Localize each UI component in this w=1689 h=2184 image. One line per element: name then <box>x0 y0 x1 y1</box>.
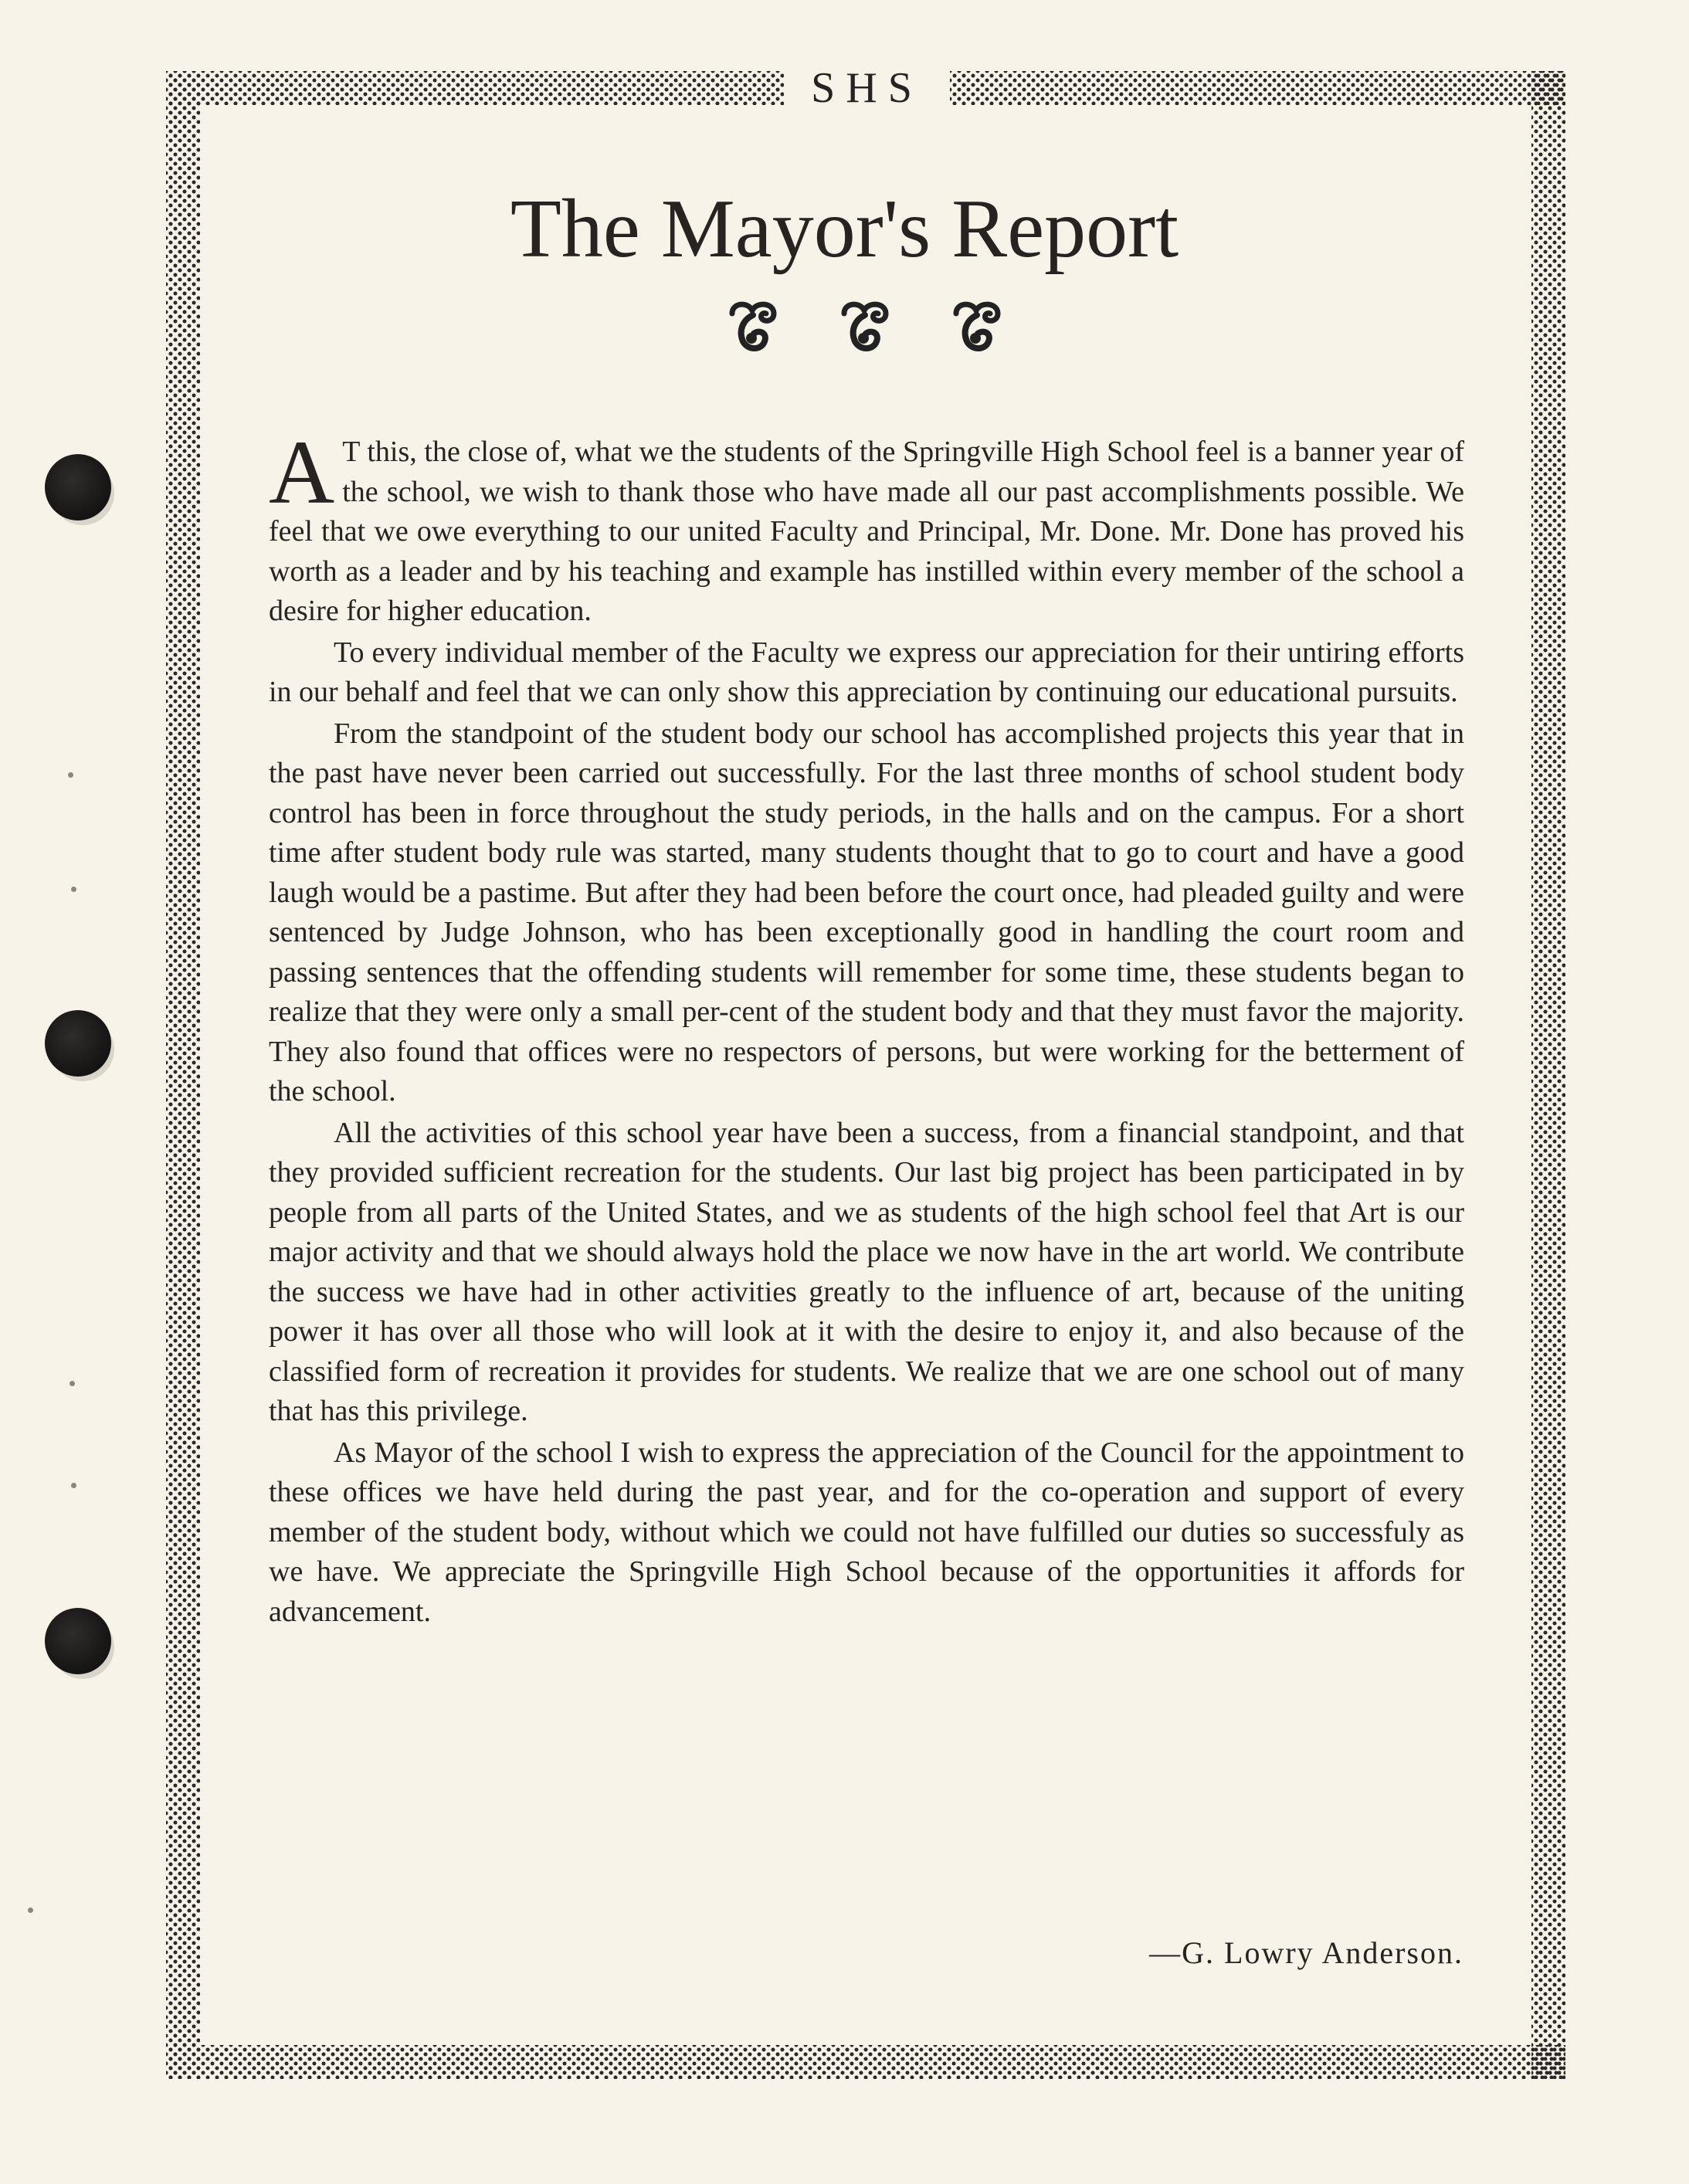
report-body <box>269 422 1464 1633</box>
border-top-right <box>950 71 1565 105</box>
border-top-left <box>166 71 784 105</box>
paragraph-3: From the standpoint of the student body our school has accomplished projects this year that in the past have never been carried out successfully. For the last three months of school student body control has been in force throughout the study periods, in the halls and on the campus. For a short time after student body rule was started, many students thought that to go to court and have a good laugh would be a pastime. But after they had been before the court once, had pleaded guilty and were sentenced by Judge Johnson, who has been exceptionally good in handling the court room and passing sentences that the offending students will remember for some time, these students began to realize that they were only a small per-cent of the student body and that they must favor the majority. They also found that offices were no respectors of persons, but were working for the betterment of the school. <box>269 717 1464 1107</box>
paper-speck <box>71 887 76 892</box>
paper-speck <box>28 1908 33 1913</box>
punch-hole-top <box>45 454 111 521</box>
paper-speck <box>70 1381 75 1386</box>
paragraph-1-text: T this, the close of, what we the students of the Springville High School feel is a banner year of the school, we wish to thank those who have made all our past accomplishments possible. We feel that we owe everything to our united Faculty and Principal, Mr. Done. Mr. Done has proved his worth as a leader and by his teaching and example has instilled within every member of the school a desire for higher education. <box>269 436 1464 627</box>
paragraph-5: As Mayor of the school I wish to express the appreciation of the Council for the appointment to these offices we have held during the past year, and for the co-operation and support of every member of the student body, without which we could not have fulfilled our duties so successfuly as we have. We appreciate the Springville High School because of the opportunities it affords for advancement. <box>269 1436 1464 1628</box>
page-title: The Mayor's Report <box>510 183 1179 275</box>
header-mark: SHS <box>811 64 923 112</box>
fleuron-icon <box>950 300 1004 355</box>
fleuron-icon <box>838 300 892 355</box>
border-right <box>1531 71 1565 2079</box>
border-left <box>166 71 200 2079</box>
punch-hole-middle <box>45 1010 111 1077</box>
paper-speck <box>68 772 73 778</box>
paper-speck <box>71 1483 76 1488</box>
paragraph-1 <box>269 422 1464 632</box>
paragraph-2: To every individual member of the Faculty we express our appreciation for their untiring efforts in our behalf and feel that we can only show this appreciation by continuing our educational pursuits. <box>269 636 1464 708</box>
paragraph-4: All the activities of this school year have been a success, from a financial standpoint, and that they provided sufficient recreation for the students. Our last big project has been participated in by people from all parts of the United States, and we as students of the high school feel that Art is our major activity and that we should always hold the place we now have in the art world. We contribute the success we have had in other activities greatly to the influence of art, because of the uniting power it has over all those who will look at it with the desire to enjoy it, and also because of the classified form of recreation it provides for students. We realize that we are one school out of many that has this privilege. <box>269 1116 1464 1427</box>
drop-cap: A <box>269 422 335 523</box>
signature: —G. Lowry Anderson. <box>1149 1935 1463 1970</box>
fleuron-icon <box>726 300 780 355</box>
ornament-row <box>726 300 1004 361</box>
border-bottom <box>166 2045 1565 2079</box>
punch-hole-bottom <box>45 1608 111 1674</box>
